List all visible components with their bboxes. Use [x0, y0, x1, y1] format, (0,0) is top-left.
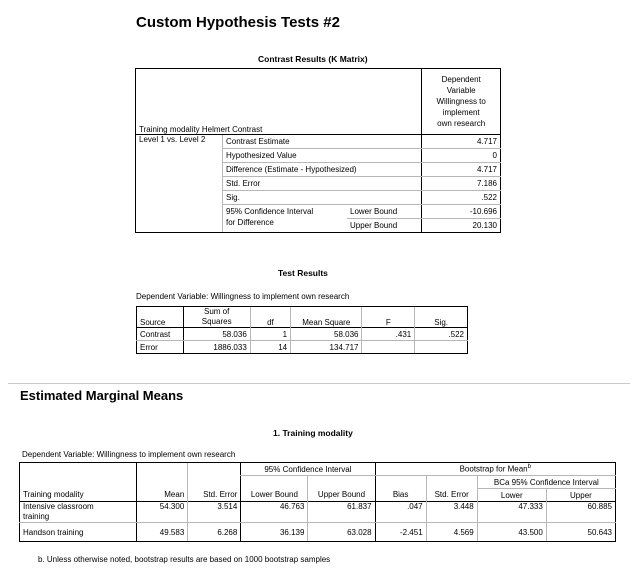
test-results-dv: Dependent Variable: Willingness to implement own research [136, 292, 350, 301]
contrast-row: Sig. [223, 191, 422, 205]
contrast-value: 0 [422, 149, 501, 163]
emm-heading: Estimated Marginal Means [20, 388, 184, 403]
contrast-value: 7.186 [422, 177, 501, 191]
ci-label: 95% Confidence Interval for Difference [223, 205, 348, 233]
upper-header: Upper [546, 489, 615, 502]
page-title: Custom Hypothesis Tests #2 [136, 14, 340, 31]
footnote: b. Unless otherwise noted, bootstrap results are based on 1000 bootstrap samples [38, 555, 331, 564]
table-row: Error [137, 341, 184, 354]
contrast-row: Contrast Estimate [223, 135, 422, 149]
lb-header: Lower Bound [241, 489, 308, 502]
contrast-row: Std. Error [223, 177, 422, 191]
bca-header: BCa 95% Confidence Interval [477, 476, 615, 489]
lower-header: Lower [477, 489, 546, 502]
bootstrap-header: Bootstrap for Mean$^b$ [375, 463, 615, 476]
ci-header: 95% Confidence Interval [241, 463, 375, 476]
contrast-row: Difference (Estimate - Hypothesized) [223, 163, 422, 177]
contrast-table [135, 68, 501, 233]
contrast-row: Hypothesized Value [223, 149, 422, 163]
contrast-title: Contrast Results (K Matrix) [258, 54, 368, 64]
ms-header: Mean Square [291, 307, 362, 328]
source-header: Source [137, 307, 184, 328]
table-row: Handson training [20, 523, 137, 542]
emm-table: 95% Confidence Interval Bootstrap for Mean$^b$ BCa 95% Confidence Interval Training modality Mean Std. Error Lower Bound Upper Bound Bias Std. Error Lower Upper Intensive classroom training 54.300 3.514 46.763 61.837 .047 3.448 47.333 60.885 Handson training 49.583 6.268 36.139 63.028 -2.451 4.569 43.500 50.643 [19, 462, 616, 542]
contrast-value: 4.717 [422, 135, 501, 149]
lower-bound-label: Lower Bound [347, 205, 422, 219]
contrast-row-label: Training modality Helmert Contrast [139, 125, 263, 134]
bse-header: Std. Error [426, 489, 477, 502]
table-row: Contrast [137, 328, 184, 341]
f-header: F [362, 307, 415, 328]
ub-header: Upper Bound [308, 489, 375, 502]
section-divider [8, 383, 630, 384]
lower-bound-value: -10.696 [422, 205, 501, 219]
test-results-title: Test Results [278, 268, 328, 278]
df-header: df [250, 307, 290, 328]
ss-header: Sum of Squares [183, 307, 250, 328]
upper-bound-value: 20.130 [422, 219, 501, 233]
contrast-level: Level 1 vs. Level 2 [136, 135, 223, 233]
mean-header: Mean [137, 489, 188, 502]
sig-header: Sig. [415, 307, 468, 328]
contrast-value: .522 [422, 191, 501, 205]
upper-bound-label: Upper Bound [347, 219, 422, 233]
test-results-table: Source Sum of Squares df Mean Square F Sig. Contrast 58.036 1 58.036 .431 .522 Error 1886.033 14 134.717 [136, 306, 468, 354]
modality-header: Training modality [20, 489, 137, 502]
contrast-value: 4.717 [422, 163, 501, 177]
table-row: Intensive classroom training [20, 502, 137, 523]
se-header: Std. Error [188, 489, 241, 502]
emm-dv: Dependent Variable: Willingness to implement own research [22, 450, 236, 459]
emm-title: 1. Training modality [273, 428, 353, 438]
bias-header: Bias [375, 489, 426, 502]
dv-header: Dependent Variable Willingness to implement own research [422, 69, 501, 135]
